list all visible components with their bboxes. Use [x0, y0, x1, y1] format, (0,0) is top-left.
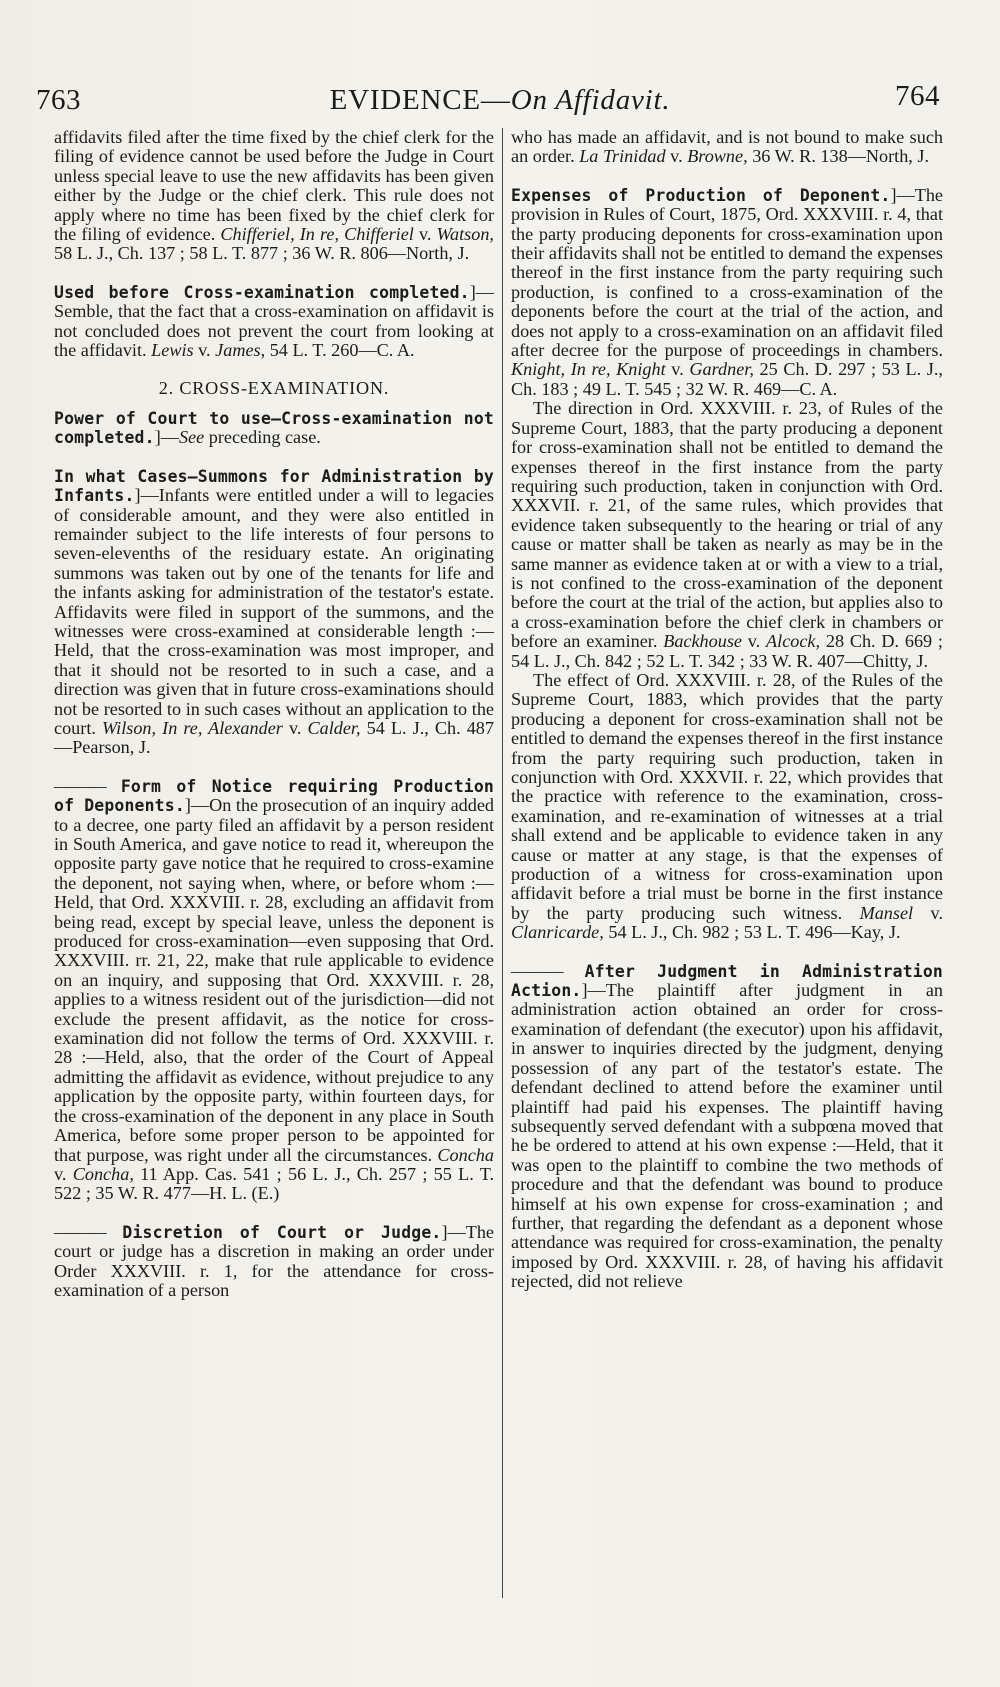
- running-head-main: EVIDENCE—: [329, 84, 511, 116]
- case-name: Backhouse: [663, 631, 742, 652]
- versus: v.: [54, 1163, 73, 1184]
- entry-text: preceding case.: [204, 427, 321, 448]
- entry-text: ]—The plaintiff after judgment in an administration action obtained an order for cross-examination of defendant (the executor) upon his affidavit, in answer to inquiries directed by the judgment, denying possession of any part of the testator's estate. The defendant declined to attend before the examiner until plaintiff had paid his expenses. The plaintiff having subsequently served defendant with a subpœna moved that he be ordered to attend at his own expense :—Held, that it was open to the plaintiff to combine the two methods of procedure and that the defendant was bound to produce himself at his own expense for cross-examination ; and further, that regarding the defendant as a deponent whose attendance was required for cross-examination, the penalty imposed by Ord. XXXVIII. r. 28, of having his affidavit rejected, did not relieve: [511, 980, 943, 1292]
- entry-heading: Discretion of Court or Judge.: [105, 1222, 442, 1242]
- citation: 28 Ch. D. 669 ; 54 L. J., Ch. 842 ; 52 L. T. 342 ; 33 W. R. 407—Chitty, J.: [511, 631, 943, 671]
- entry-paragraph: [511, 399, 943, 671]
- entry-heading: Power of Court to use—Cross-examination not completed.: [54, 408, 494, 448]
- citation: 58 L. J., Ch. 137 ; 58 L. T. 877 ; 36 W. R. 806—North, J.: [54, 243, 470, 264]
- case-name: Knight, In re, Knight: [511, 359, 666, 380]
- citation: 11 App. Cas. 541 ; 56 L. J., Ch. 257 ; 55 L. T. 522 ; 35 W. R. 477—H. L. (E.): [54, 1163, 495, 1204]
- citation: 54 L. J., Ch. 487—Pearson, J.: [54, 717, 494, 758]
- case-name: Watson,: [436, 224, 494, 245]
- case-name: Alcock,: [766, 631, 821, 652]
- section-heading: 2. CROSS-EXAMINATION.: [158, 378, 390, 399]
- right-column: [511, 128, 943, 1292]
- em-dash-rule: ———: [511, 960, 563, 981]
- entry-text: ]—: [154, 427, 179, 448]
- entry-paragraph: [54, 409, 494, 448]
- em-dash-rule: ———: [54, 775, 106, 796]
- entry-text: ]—Infants were entitled under a will to legacies of considerable amount, and they were also entitled in remainder subject to the life interests of four persons to seven-elevenths of the residuary estate. An originating summons was taken out by one of the tenants for life and the infants asking for administration of the testator's estate. Affidavits were filed in support of the summons, and the witnesses were cross-examined at considerable length :—Held, that the cross-examination was most improper, and that it should not be resorted to in such a case, and a direction was given that in future cross-examinations should not be resorted to in such cases without an application to the court.: [54, 485, 494, 738]
- versus: v.: [665, 359, 690, 380]
- case-name: Mansel: [859, 902, 914, 923]
- column-divider: [502, 128, 503, 1598]
- page-header: [0, 78, 1000, 122]
- case-name: Clanricarde,: [511, 922, 604, 943]
- entry-text: affidavits filed after the time fixed by the chief clerk for the filing of evidence cannot be used before the Judge in Court unless special leave to use the new affidavits has been given either by the Judge or the chief clerk. This rule does not apply where no time has been fixed by the chief clerk for the filing of evidence.: [54, 127, 494, 245]
- entry-paragraph: [54, 128, 494, 264]
- case-name: James,: [215, 340, 266, 361]
- citation: 54 L. J., Ch. 982 ; 53 L. T. 496—Kay, J.: [603, 922, 901, 943]
- em-dash-rule: ———: [54, 1221, 106, 1242]
- running-head-italic: On Affidavit.: [510, 84, 671, 116]
- versus: v.: [913, 902, 943, 923]
- page-number-right: 764: [895, 80, 940, 112]
- case-name: Calder,: [307, 717, 361, 738]
- entry-paragraph: [511, 186, 943, 399]
- entry-text: who has made an affidavit, and is not bound to make such an order.: [511, 127, 943, 167]
- citation: 54 L. T. 260—C. A.: [265, 340, 415, 361]
- entry-heading: Form of Notice requiring Production of Deponents.: [54, 776, 494, 816]
- case-name: Chifferiel, In re, Chifferiel: [220, 224, 414, 245]
- entry-paragraph: [54, 777, 494, 1204]
- case-name: Browne,: [687, 146, 748, 167]
- case-name: Wilson, In re, Alexander: [102, 717, 283, 738]
- entry-paragraph: [511, 128, 943, 167]
- entry-heading: In what Cases—Summons for Administration by Infants.: [54, 466, 494, 506]
- case-name: La Trinidad: [579, 146, 666, 167]
- entry-heading: Expenses of Production of Deponent.: [511, 185, 891, 205]
- citation: 25 Ch. D. 297 ; 53 L. J., Ch. 183 ; 49 L. T. 545 ; 32 W. R. 469—C. A.: [511, 359, 943, 399]
- case-name: Concha: [437, 1144, 494, 1165]
- entry-paragraph: [511, 671, 943, 943]
- versus: v.: [413, 224, 437, 245]
- versus: v.: [665, 146, 688, 167]
- page-number-left: 763: [36, 84, 81, 116]
- entry-text: ]—On the prosecution of an inquiry added to a decree, one party filed an affidavit by a person resident in South America, and gave notice to read it, whereupon the opposite party gave notice that he required to cross-examine the deponent, not saying when, where, or before whom :—Held, that Ord. XXXVIII. r. 28, excluding an affidavit from being read, except by special leave, unless the deponent is produced for cross-examination—even supposing that Ord. XXXVIII. rr. 21, 22, make that rule applicable to evidence on an inquiry, and supposing that Ord. XXXVIII. r. 28, applies to a witness resident out of the jurisdiction—did not exclude the present affidavit, as the notice for cross-examination did not follow the terms of Ord. XXXVIII. r. 28 :—Held, also, that the order of the Court of Appeal admitting the affidavit as evidence, without prejudice to any application by the opposite party, within fourteen days, for the cross-examination of the deponent in any place in South America, before some proper person to be appointed for that purpose, was right under all the circumstances.: [54, 795, 494, 1165]
- case-name: Concha,: [72, 1163, 134, 1184]
- entry-paragraph: [54, 283, 494, 361]
- entry-paragraph: [54, 467, 494, 758]
- entry-text: ]—The court or judge has a discretion in making an order under Order XXXVIII. r. 1, for the attendance for cross-examination of a person: [54, 1221, 494, 1300]
- entry-paragraph: [511, 962, 943, 1292]
- entry-text: The effect of Ord. XXXVIII. r. 28, of the Rules of the Supreme Court, 1883, which provides that the party producing a deponent for cross-examination shall not be entitled to demand the expenses thereof in the first instance from the party requiring such production, taken in conjunction with Ord. XXXVII. r. 22, which provides that the practice with reference to the examination, cross-examination, and re-examination of witnesses at a trial shall extend and be applicable to evidence taken in any cause or matter at any stage, is that the expenses of production of a witness for cross-examination upon affidavit before a trial must be borne in the first instance by the party producing such witness.: [511, 669, 943, 923]
- citation: 36 W. R. 138—North, J.: [747, 146, 930, 167]
- see-reference: See: [178, 427, 205, 448]
- left-column: [54, 128, 494, 1300]
- case-name: Lewis: [151, 340, 194, 361]
- entry-heading: Used before Cross-examination completed.: [54, 282, 470, 302]
- entry-text: The direction in Ord. XXXVIII. r. 23, of Rules of the Supreme Court, 1883, that the party producing a deponent for cross-examination shall not be entitled to demand the expenses thereof in the first instance from the party requiring such production, taken in conjunction with Ord. XXXVII. r. 21, of the same rules, which provides that evidence taken subsequently to the hearing or trial of any cause or matter shall be taken as nearly as may be in the same manner as evidence taken at or with a view to a trial, is not confined to the cross-examination of the deponent before the court at the trial of the action, but applies also to a cross-examination before the chief clerk in chambers or before an examiner.: [511, 398, 943, 652]
- case-name: Gardner,: [689, 359, 754, 380]
- entry-text: ]—The provision in Rules of Court, 1875, Ord. XXXVIII. r. 4, that the party producing deponents for cross-examination upon their affidavits shall not be entitled to demand the expenses thereof in the first instance from the party requiring such production, is confined to a cross-examination of the deponents before the court at the trial of the action, and does not apply to a cross-examination on an affidavit filed after decree for the purpose of proceedings in chambers.: [511, 184, 943, 361]
- versus: v.: [282, 717, 308, 738]
- entry-paragraph: [54, 1223, 494, 1301]
- entry-heading: After Judgment in Administration Action.: [511, 961, 943, 1001]
- versus: v.: [741, 631, 767, 652]
- versus: v.: [193, 340, 216, 361]
- entry-text: ]—Semble, that the fact that a cross-examination on affidavit is not concluded does not prevent the court from looking at the affidavit.: [54, 281, 494, 361]
- running-head: [0, 84, 1000, 117]
